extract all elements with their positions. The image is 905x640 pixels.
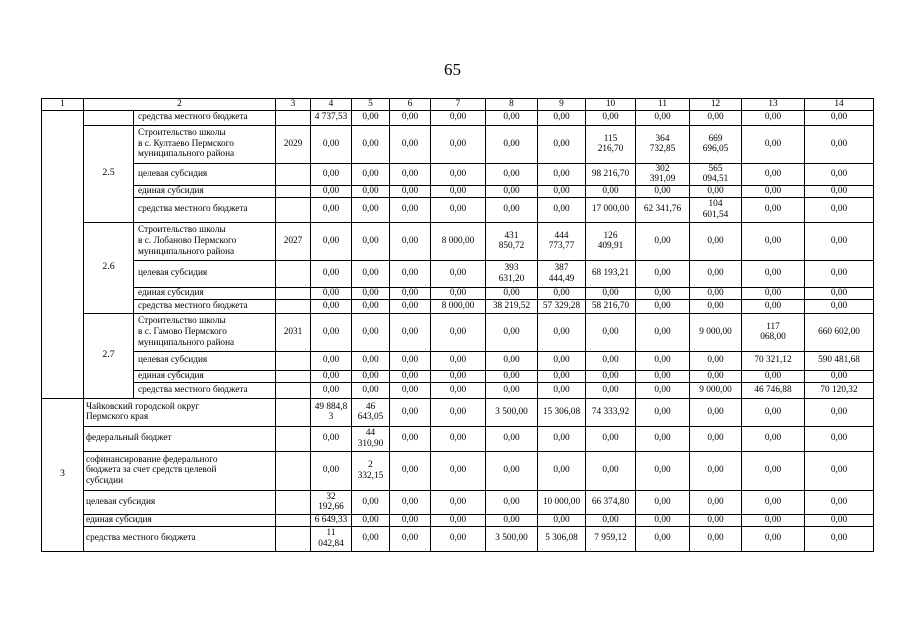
value-cell: 0,00 xyxy=(431,163,486,185)
value-cell: 0,00 xyxy=(805,125,874,163)
year-cell xyxy=(276,260,311,287)
value-cell: 0,00 xyxy=(586,287,636,299)
row-label: единая субсидия xyxy=(84,514,276,526)
row-label: единая субсидия xyxy=(134,287,276,299)
year-cell xyxy=(276,514,311,526)
value-cell: 0,00 xyxy=(311,125,352,163)
table-row xyxy=(42,351,874,370)
row-label: целевая субсидия xyxy=(84,490,276,514)
table-row xyxy=(42,163,874,185)
value-cell: 0,00 xyxy=(742,110,805,125)
value-cell: 0,00 xyxy=(431,426,486,451)
column-header: 12 xyxy=(690,99,742,111)
year-cell: 2027 xyxy=(276,222,311,260)
value-cell: 0,00 xyxy=(805,490,874,514)
value-cell: 0,00 xyxy=(586,370,636,382)
value-cell: 0,00 xyxy=(390,110,431,125)
row-label: целевая субсидия xyxy=(134,163,276,185)
value-cell: 0,00 xyxy=(690,185,742,197)
value-cell: 58 216,70 xyxy=(586,299,636,313)
value-cell: 0,00 xyxy=(390,370,431,382)
value-cell: 0,00 xyxy=(431,110,486,125)
row-label: средства местного бюджета xyxy=(134,197,276,222)
value-cell: 0,00 xyxy=(690,260,742,287)
value-cell: 0,00 xyxy=(538,197,586,222)
value-cell: 0,00 xyxy=(690,110,742,125)
year-cell xyxy=(276,351,311,370)
value-cell: 0,00 xyxy=(742,426,805,451)
table-row xyxy=(42,514,874,526)
value-cell: 70 321,12 xyxy=(742,351,805,370)
value-cell: 2 332,15 xyxy=(352,451,390,490)
value-cell: 387 444,49 xyxy=(538,260,586,287)
value-cell: 117 068,00 xyxy=(742,313,805,351)
value-cell: 70 120,32 xyxy=(805,382,874,398)
value-cell: 0,00 xyxy=(390,426,431,451)
section-index-cell: 3 xyxy=(42,398,84,551)
value-cell: 17 000,00 xyxy=(586,197,636,222)
value-cell: 0,00 xyxy=(431,370,486,382)
value-cell: 0,00 xyxy=(486,451,538,490)
column-header: 6 xyxy=(390,99,431,111)
value-cell: 0,00 xyxy=(538,370,586,382)
column-header: 3 xyxy=(276,99,311,111)
value-cell: 0,00 xyxy=(805,110,874,125)
value-cell: 0,00 xyxy=(352,382,390,398)
value-cell: 0,00 xyxy=(636,299,690,313)
row-label: федеральный бюджет xyxy=(84,426,276,451)
value-cell: 3 500,00 xyxy=(486,526,538,551)
value-cell: 0,00 xyxy=(586,110,636,125)
value-cell: 0,00 xyxy=(636,222,690,260)
year-cell xyxy=(276,426,311,451)
value-cell: 0,00 xyxy=(690,370,742,382)
row-label: софинансирование федерального бюджета за счет средств целевой субсидии xyxy=(84,451,276,490)
value-cell: 11 042,84 xyxy=(311,526,352,551)
value-cell: 0,00 xyxy=(742,526,805,551)
value-cell: 0,00 xyxy=(805,526,874,551)
value-cell: 0,00 xyxy=(352,526,390,551)
value-cell: 0,00 xyxy=(805,185,874,197)
value-cell: 0,00 xyxy=(390,398,431,426)
table-row xyxy=(42,299,874,313)
year-cell xyxy=(276,526,311,551)
value-cell: 364 732,85 xyxy=(636,125,690,163)
value-cell: 0,00 xyxy=(486,426,538,451)
value-cell: 7 959,12 xyxy=(586,526,636,551)
value-cell: 46 746,88 xyxy=(742,382,805,398)
value-cell: 0,00 xyxy=(431,514,486,526)
value-cell: 0,00 xyxy=(431,185,486,197)
section-index-cell xyxy=(42,110,84,398)
value-cell: 0,00 xyxy=(486,163,538,185)
table-row xyxy=(42,313,874,351)
value-cell: 0,00 xyxy=(586,514,636,526)
row-label: средства местного бюджета xyxy=(134,110,276,125)
value-cell: 565 094,51 xyxy=(690,163,742,185)
table-row xyxy=(42,398,874,426)
value-cell: 0,00 xyxy=(352,514,390,526)
value-cell: 0,00 xyxy=(538,514,586,526)
value-cell: 104 601,54 xyxy=(690,197,742,222)
value-cell: 0,00 xyxy=(311,351,352,370)
value-cell: 0,00 xyxy=(352,125,390,163)
value-cell: 0,00 xyxy=(486,313,538,351)
value-cell: 0,00 xyxy=(352,222,390,260)
row-label: Строительство школы в с. Лобаново Пермского муниципального района xyxy=(134,222,276,260)
subsection-index-cell: 2.5 xyxy=(84,125,134,222)
table-row xyxy=(42,287,874,299)
value-cell: 0,00 xyxy=(805,514,874,526)
year-cell: 2029 xyxy=(276,125,311,163)
page-number: 65 xyxy=(444,60,461,79)
value-cell: 0,00 xyxy=(690,351,742,370)
value-cell: 0,00 xyxy=(486,382,538,398)
table-row xyxy=(42,426,874,451)
column-header: 11 xyxy=(636,99,690,111)
value-cell: 0,00 xyxy=(805,398,874,426)
value-cell: 0,00 xyxy=(742,125,805,163)
value-cell: 0,00 xyxy=(538,287,586,299)
column-header: 7 xyxy=(431,99,486,111)
year-cell xyxy=(276,163,311,185)
value-cell: 0,00 xyxy=(586,451,636,490)
row-label: единая субсидия xyxy=(134,185,276,197)
value-cell: 8 000,00 xyxy=(431,222,486,260)
value-cell: 0,00 xyxy=(311,163,352,185)
value-cell: 0,00 xyxy=(431,451,486,490)
value-cell: 15 306,08 xyxy=(538,398,586,426)
value-cell: 0,00 xyxy=(390,222,431,260)
value-cell: 0,00 xyxy=(805,287,874,299)
value-cell: 0,00 xyxy=(690,490,742,514)
value-cell: 0,00 xyxy=(352,351,390,370)
value-cell: 32 192,66 xyxy=(311,490,352,514)
year-cell xyxy=(276,490,311,514)
value-cell: 0,00 xyxy=(742,222,805,260)
value-cell: 0,00 xyxy=(636,382,690,398)
value-cell: 0,00 xyxy=(352,260,390,287)
value-cell: 0,00 xyxy=(586,313,636,351)
value-cell: 0,00 xyxy=(390,514,431,526)
value-cell: 0,00 xyxy=(742,451,805,490)
year-cell xyxy=(276,398,311,426)
value-cell: 0,00 xyxy=(352,287,390,299)
header-row xyxy=(42,99,874,111)
value-cell: 0,00 xyxy=(431,526,486,551)
value-cell: 0,00 xyxy=(636,526,690,551)
value-cell: 9 000,00 xyxy=(690,313,742,351)
value-cell: 0,00 xyxy=(586,185,636,197)
row-label: целевая субсидия xyxy=(134,351,276,370)
value-cell: 0,00 xyxy=(636,287,690,299)
value-cell: 0,00 xyxy=(311,260,352,287)
value-cell: 0,00 xyxy=(538,382,586,398)
value-cell: 0,00 xyxy=(636,351,690,370)
value-cell: 0,00 xyxy=(690,299,742,313)
value-cell: 0,00 xyxy=(311,382,352,398)
value-cell: 0,00 xyxy=(636,313,690,351)
value-cell: 5 306,08 xyxy=(538,526,586,551)
value-cell: 0,00 xyxy=(636,426,690,451)
value-cell: 0,00 xyxy=(742,490,805,514)
value-cell: 0,00 xyxy=(636,260,690,287)
value-cell: 0,00 xyxy=(390,526,431,551)
value-cell: 0,00 xyxy=(431,125,486,163)
value-cell: 0,00 xyxy=(352,110,390,125)
value-cell: 0,00 xyxy=(805,260,874,287)
value-cell: 0,00 xyxy=(486,490,538,514)
value-cell: 0,00 xyxy=(486,514,538,526)
value-cell: 0,00 xyxy=(586,426,636,451)
subsection-index-cell: 2.7 xyxy=(84,313,134,398)
value-cell: 0,00 xyxy=(742,514,805,526)
value-cell: 0,00 xyxy=(486,125,538,163)
value-cell: 0,00 xyxy=(690,287,742,299)
value-cell: 0,00 xyxy=(431,490,486,514)
year-cell xyxy=(276,197,311,222)
value-cell: 302 391,09 xyxy=(636,163,690,185)
value-cell: 0,00 xyxy=(690,451,742,490)
value-cell: 0,00 xyxy=(486,110,538,125)
value-cell: 431 850,72 xyxy=(486,222,538,260)
value-cell: 0,00 xyxy=(636,110,690,125)
value-cell: 0,00 xyxy=(352,370,390,382)
value-cell: 0,00 xyxy=(538,163,586,185)
value-cell: 0,00 xyxy=(805,299,874,313)
value-cell: 6 649,33 xyxy=(311,514,352,526)
value-cell: 0,00 xyxy=(486,370,538,382)
value-cell: 0,00 xyxy=(805,222,874,260)
value-cell: 0,00 xyxy=(390,490,431,514)
value-cell: 0,00 xyxy=(538,451,586,490)
value-cell: 0,00 xyxy=(742,287,805,299)
value-cell: 0,00 xyxy=(431,398,486,426)
value-cell: 0,00 xyxy=(431,382,486,398)
row-label: Строительство школы в с. Култаево Пермского муниципального района xyxy=(134,125,276,163)
value-cell: 0,00 xyxy=(805,163,874,185)
value-cell: 9 000,00 xyxy=(690,382,742,398)
value-cell: 0,00 xyxy=(690,526,742,551)
value-cell: 44 310,90 xyxy=(352,426,390,451)
value-cell: 0,00 xyxy=(311,197,352,222)
value-cell: 0,00 xyxy=(352,299,390,313)
value-cell: 8 000,00 xyxy=(431,299,486,313)
value-cell: 0,00 xyxy=(538,125,586,163)
value-cell: 0,00 xyxy=(538,185,586,197)
value-cell: 0,00 xyxy=(636,185,690,197)
value-cell: 0,00 xyxy=(311,426,352,451)
value-cell: 0,00 xyxy=(690,514,742,526)
budget-table xyxy=(41,98,874,552)
row-label: единая субсидия xyxy=(134,370,276,382)
value-cell: 0,00 xyxy=(805,370,874,382)
value-cell: 0,00 xyxy=(311,222,352,260)
value-cell: 62 341,76 xyxy=(636,197,690,222)
value-cell: 0,00 xyxy=(742,299,805,313)
value-cell: 0,00 xyxy=(805,451,874,490)
column-header: 8 xyxy=(486,99,538,111)
value-cell: 0,00 xyxy=(742,163,805,185)
value-cell: 10 000,00 xyxy=(538,490,586,514)
subsection-index-cell xyxy=(84,110,134,125)
value-cell: 0,00 xyxy=(311,185,352,197)
column-header: 1 xyxy=(42,99,84,111)
value-cell: 0,00 xyxy=(486,197,538,222)
value-cell: 46 643,05 xyxy=(352,398,390,426)
value-cell: 0,00 xyxy=(636,490,690,514)
value-cell: 590 481,68 xyxy=(805,351,874,370)
value-cell: 0,00 xyxy=(390,125,431,163)
value-cell: 74 333,92 xyxy=(586,398,636,426)
column-header: 14 xyxy=(805,99,874,111)
table-row xyxy=(42,222,874,260)
value-cell: 0,00 xyxy=(390,197,431,222)
year-cell xyxy=(276,287,311,299)
value-cell: 0,00 xyxy=(538,313,586,351)
value-cell: 0,00 xyxy=(586,351,636,370)
value-cell: 0,00 xyxy=(390,185,431,197)
column-header: 5 xyxy=(352,99,390,111)
value-cell: 68 193,21 xyxy=(586,260,636,287)
table-row xyxy=(42,382,874,398)
value-cell: 444 773,77 xyxy=(538,222,586,260)
table-row xyxy=(42,451,874,490)
value-cell: 0,00 xyxy=(390,260,431,287)
value-cell: 98 216,70 xyxy=(586,163,636,185)
value-cell: 0,00 xyxy=(690,398,742,426)
value-cell: 0,00 xyxy=(636,514,690,526)
row-label: средства местного бюджета xyxy=(84,526,276,551)
value-cell: 0,00 xyxy=(742,185,805,197)
value-cell: 0,00 xyxy=(636,398,690,426)
value-cell: 0,00 xyxy=(352,490,390,514)
value-cell: 0,00 xyxy=(742,370,805,382)
value-cell: 126 409,91 xyxy=(586,222,636,260)
value-cell: 0,00 xyxy=(690,426,742,451)
row-label: средства местного бюджета xyxy=(134,382,276,398)
table-row xyxy=(42,197,874,222)
value-cell: 0,00 xyxy=(742,197,805,222)
value-cell: 660 602,00 xyxy=(805,313,874,351)
value-cell: 0,00 xyxy=(538,351,586,370)
column-header: 4 xyxy=(311,99,352,111)
value-cell: 0,00 xyxy=(352,163,390,185)
value-cell: 0,00 xyxy=(352,313,390,351)
value-cell: 0,00 xyxy=(486,287,538,299)
value-cell: 0,00 xyxy=(431,313,486,351)
value-cell: 0,00 xyxy=(636,451,690,490)
value-cell: 0,00 xyxy=(742,260,805,287)
value-cell: 0,00 xyxy=(486,351,538,370)
value-cell: 0,00 xyxy=(311,313,352,351)
value-cell: 0,00 xyxy=(390,451,431,490)
value-cell: 3 500,00 xyxy=(486,398,538,426)
row-label: Строительство школы в с. Гамово Пермского муниципального района xyxy=(134,313,276,351)
table-row xyxy=(42,185,874,197)
table-row xyxy=(42,125,874,163)
value-cell: 0,00 xyxy=(431,287,486,299)
year-cell xyxy=(276,370,311,382)
value-cell: 0,00 xyxy=(431,197,486,222)
year-cell xyxy=(276,299,311,313)
subsection-index-cell: 2.6 xyxy=(84,222,134,313)
value-cell: 393 631,20 xyxy=(486,260,538,287)
value-cell: 66 374,80 xyxy=(586,490,636,514)
value-cell: 0,00 xyxy=(390,382,431,398)
table-row xyxy=(42,110,874,125)
value-cell: 0,00 xyxy=(390,299,431,313)
column-header: 2 xyxy=(84,99,276,111)
column-header: 13 xyxy=(742,99,805,111)
column-header: 9 xyxy=(538,99,586,111)
value-cell: 0,00 xyxy=(742,398,805,426)
row-label: целевая субсидия xyxy=(134,260,276,287)
table-row xyxy=(42,370,874,382)
value-cell: 0,00 xyxy=(390,351,431,370)
value-cell: 0,00 xyxy=(636,370,690,382)
column-header: 10 xyxy=(586,99,636,111)
value-cell: 0,00 xyxy=(311,299,352,313)
value-cell: 0,00 xyxy=(805,197,874,222)
year-cell xyxy=(276,451,311,490)
value-cell: 0,00 xyxy=(431,260,486,287)
value-cell: 115 216,70 xyxy=(586,125,636,163)
value-cell: 0,00 xyxy=(586,382,636,398)
value-cell: 0,00 xyxy=(538,110,586,125)
value-cell: 38 219,52 xyxy=(486,299,538,313)
year-cell xyxy=(276,110,311,125)
value-cell: 49 884,8 3 xyxy=(311,398,352,426)
value-cell: 4 737,53 xyxy=(311,110,352,125)
value-cell: 0,00 xyxy=(805,426,874,451)
table-row xyxy=(42,260,874,287)
value-cell: 669 696,05 xyxy=(690,125,742,163)
value-cell: 0,00 xyxy=(352,197,390,222)
value-cell: 0,00 xyxy=(390,163,431,185)
value-cell: 0,00 xyxy=(311,451,352,490)
row-label: Чайковский городской округ Пермского края xyxy=(84,398,276,426)
value-cell: 0,00 xyxy=(431,351,486,370)
value-cell: 0,00 xyxy=(390,313,431,351)
year-cell xyxy=(276,185,311,197)
value-cell: 0,00 xyxy=(390,287,431,299)
value-cell: 0,00 xyxy=(352,185,390,197)
value-cell: 0,00 xyxy=(538,426,586,451)
year-cell: 2031 xyxy=(276,313,311,351)
value-cell: 57 329,28 xyxy=(538,299,586,313)
value-cell: 0,00 xyxy=(486,185,538,197)
value-cell: 0,00 xyxy=(690,222,742,260)
value-cell: 0,00 xyxy=(311,287,352,299)
year-cell xyxy=(276,382,311,398)
row-label: средства местного бюджета xyxy=(134,299,276,313)
table-row xyxy=(42,490,874,514)
table-row xyxy=(42,526,874,551)
value-cell: 0,00 xyxy=(311,370,352,382)
